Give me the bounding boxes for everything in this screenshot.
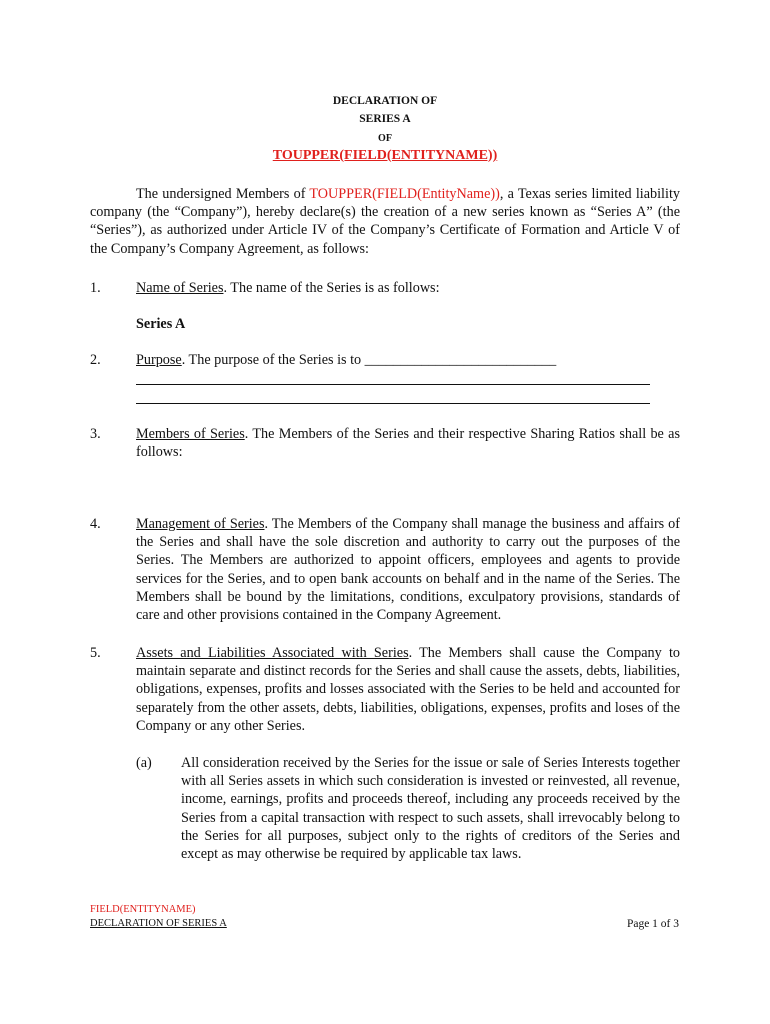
intro-paragraph [90,185,680,258]
intro-entity-field: TOUPPER(FIELD(EntityName)) [309,186,500,202]
section-3-heading: Members of Series [136,426,245,442]
section-4-heading: Management of Series [136,516,265,532]
purpose-blank-line-1[interactable] [136,384,650,385]
subitem-a-label: (a) [136,755,152,771]
section-3-body: . The Members of the Series and their respective Sharing Ratios shall be as follows: [136,426,680,461]
intro-suffix: , a Texas series limited liability company (the “Company”), hereby declare(s) the creation of a new series known as “Series A” (the “Series”), as authorized under Article IV of the Company’s Certificate of Formation and Article V of the Company’s Company Agreement, as follows: [90,186,680,257]
footer-left [90,903,227,931]
title-line-1: DECLARATION OF [332,95,438,107]
section-1-text [136,279,680,297]
section-2-number: 2. [90,352,101,368]
purpose-blank-line-2[interactable] [136,403,650,404]
section-2-heading: Purpose [136,352,182,368]
section-4-body: . The Members of the Company shall manage the business and affairs of the Series and shall have the sole discretion and authority to carry out the purposes of the Series. The Members are authorized to appoint officers, employees and agents to provide services for the Series, and to open bank accounts on behalf and in the name of the Series. The Members shall be bound by the limitations, conditions, exculpatory provisions, standards of care and other provisions contained in the Company Agreement. [136,516,680,624]
section-4-text [136,515,680,624]
section-2-body: . The purpose of the Series is to ___________________________ [181,352,557,368]
section-1-number: 1. [90,280,101,296]
intro-prefix: The undersigned Members of [136,186,310,202]
section-5-text [136,644,680,735]
section-3-text [136,425,680,461]
section-2-text [136,351,680,369]
entity-name-title: TOUPPER(FIELD(ENTITYNAME)) [272,148,498,163]
title-line-3: OF [378,133,392,144]
section-1-body: . The name of the Series is as follows: [223,280,440,296]
footer-entity-field: FIELD(ENTITYNAME) [90,904,196,915]
series-name-value: Series A [136,316,186,332]
section-1-heading: Name of Series [136,280,224,296]
title-line-2: SERIES A [359,113,411,125]
subitem-a-text: All consideration received by the Series for the issue or sale of Series Interests together with all Series assets in which such consideration is invested or reinvested, all revenue, income, earnings, profits and proceeds thereof, including any proceeds received by the Series from a capital transaction with respect to such assets, shall irrevocably belong to the Series for all purposes, subject only to the rights of creditors of the Series and except as may otherwise be required by applicable tax laws. [181,755,680,863]
section-5-body: . The Members shall cause the Company to maintain separate and distinct records for the Series and shall cause the assets, debts, liabilities, obligations, expenses, profits and losses associated with the Series to be held and accounted for separately from the other assets, debts, liabilities, obligations, expenses, profits and loses of the Company or any other Series. [136,645,680,734]
section-5-heading: Assets and Liabilities Associated with Series [136,645,409,661]
section-5-number: 5. [90,645,101,661]
section-4-number: 4. [90,516,101,532]
section-3-number: 3. [90,426,101,442]
page-number: Page 1 of 3 [626,918,679,930]
footer-doc-title: DECLARATION OF SERIES A [90,918,227,929]
